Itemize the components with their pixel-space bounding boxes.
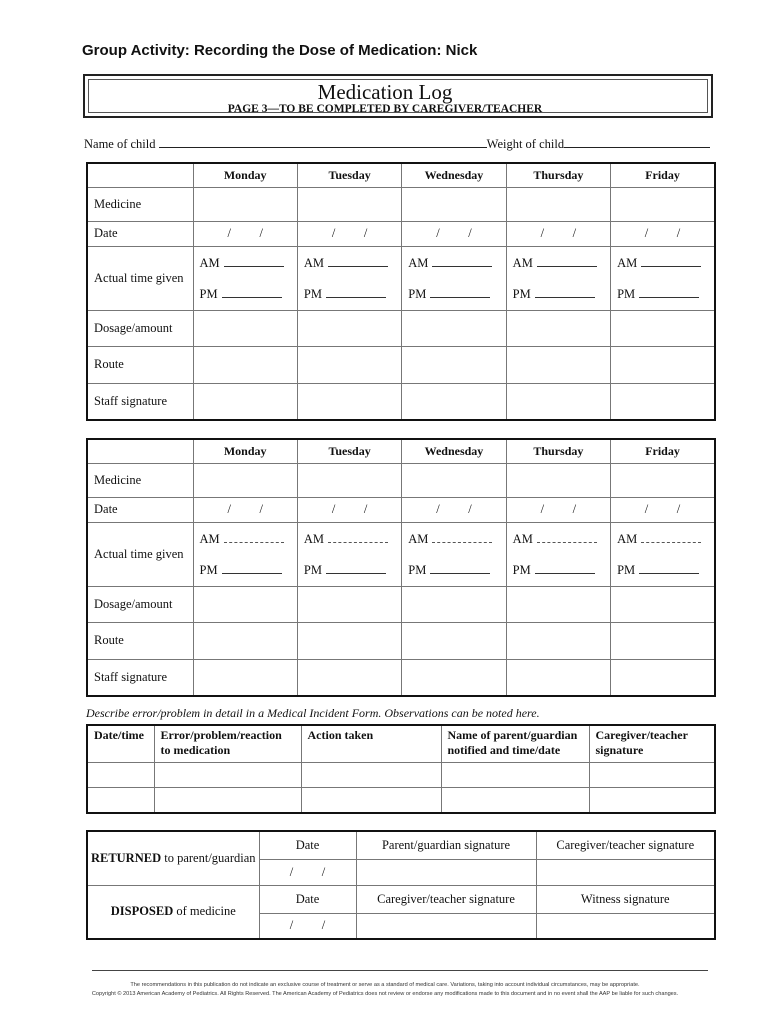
- error-problem-table: [86, 724, 716, 814]
- medicine-label: Medicine: [87, 187, 193, 221]
- staff-signature-cell[interactable]: [193, 383, 297, 420]
- weight-of-child-label: Weight of child: [486, 137, 565, 151]
- returned-label: RETURNED to parent/guardian: [87, 831, 259, 885]
- group-activity-title: Group Activity: Recording the Dose of Medication: Nick: [82, 42, 478, 59]
- am-time-field[interactable]: AM: [297, 522, 401, 556]
- returned-date-field[interactable]: / /: [259, 859, 356, 885]
- day-header-friday: Friday: [611, 439, 715, 463]
- pm-time-field[interactable]: PM: [611, 556, 715, 586]
- dosage-label: Dosage/amount: [87, 586, 193, 622]
- date-cell[interactable]: / /: [611, 221, 715, 246]
- returned-caregiver-signature-header: Caregiver/teacher signature: [536, 831, 715, 859]
- date-cell[interactable]: / /: [297, 497, 401, 522]
- staff-signature-cell[interactable]: [297, 383, 401, 420]
- am-time-field[interactable]: AM: [611, 246, 715, 280]
- disposed-witness-signature-header: Witness signature: [536, 885, 715, 913]
- route-cell[interactable]: [402, 622, 506, 659]
- medicine-cell[interactable]: [193, 463, 297, 497]
- actual-time-given-label: Actual time given: [87, 246, 193, 310]
- table-cell[interactable]: [154, 763, 301, 788]
- disposed-date-header: Date: [259, 885, 356, 913]
- dosage-cell[interactable]: [506, 310, 610, 346]
- date-cell[interactable]: / /: [506, 497, 610, 522]
- staff-signature-cell[interactable]: [611, 659, 715, 696]
- table-cell[interactable]: [589, 788, 715, 814]
- dosage-cell[interactable]: [402, 586, 506, 622]
- dosage-cell[interactable]: [611, 586, 715, 622]
- day-header-tuesday: Tuesday: [297, 163, 401, 187]
- returned-disposed-table: [86, 830, 716, 940]
- corner-cell: [87, 163, 193, 187]
- page-title: Medication Log: [317, 80, 453, 104]
- disposed-witness-signature-field[interactable]: [536, 913, 715, 939]
- am-time-field[interactable]: AM: [402, 246, 506, 280]
- medicine-cell[interactable]: [611, 187, 715, 221]
- staff-signature-cell[interactable]: [402, 659, 506, 696]
- header-error-problem: Error/problem/reaction to medication: [154, 725, 301, 763]
- route-cell[interactable]: [193, 622, 297, 659]
- medicine-cell[interactable]: [402, 463, 506, 497]
- returned-parent-signature-header: Parent/guardian signature: [356, 831, 536, 859]
- date-cell[interactable]: / /: [193, 221, 297, 246]
- route-label: Route: [87, 346, 193, 383]
- pm-time-field[interactable]: PM: [402, 556, 506, 586]
- footer-divider: [92, 970, 708, 971]
- medicine-cell[interactable]: [506, 463, 610, 497]
- route-cell[interactable]: [297, 622, 401, 659]
- date-label: Date: [87, 221, 193, 246]
- dosage-cell[interactable]: [402, 310, 506, 346]
- date-cell[interactable]: / /: [402, 497, 506, 522]
- staff-signature-cell[interactable]: [506, 383, 610, 420]
- medicine-cell[interactable]: [611, 463, 715, 497]
- returned-parent-signature-field[interactable]: [356, 859, 536, 885]
- staff-signature-cell[interactable]: [611, 383, 715, 420]
- am-time-field[interactable]: AM: [193, 522, 297, 556]
- table-cell[interactable]: [441, 788, 589, 814]
- page-subtitle: PAGE 3—TO BE COMPLETED BY CAREGIVER/TEACHER: [227, 103, 543, 115]
- header-caregiver-signature: Caregiver/teacher signature: [589, 725, 715, 763]
- returned-caregiver-signature-field[interactable]: [536, 859, 715, 885]
- route-cell[interactable]: [297, 346, 401, 383]
- am-time-field[interactable]: AM: [611, 522, 715, 556]
- footer-disclaimer: The recommendations in this publication do not indicate an exclusive course of treatment or serve as a standard of medical care. Variations, taking into account individual circumstances, may be appropriate.: [130, 982, 640, 988]
- dosage-label: Dosage/amount: [87, 310, 193, 346]
- pm-time-field[interactable]: PM: [402, 280, 506, 310]
- weight-of-child-field[interactable]: [564, 147, 710, 148]
- footer-copyright: Copyright © 2013 American Academy of Pediatrics. All Rights Reserved. The American Academy of Pediatrics does not review or endorse any modifications made to this document and in no event shall the AAP be liable for such changes.: [91, 991, 679, 997]
- medication-log-week-2: [86, 438, 716, 697]
- pm-time-field[interactable]: PM: [506, 280, 610, 310]
- medicine-cell[interactable]: [297, 463, 401, 497]
- name-of-child-label: Name of child: [84, 137, 156, 151]
- date-cell[interactable]: / /: [297, 221, 401, 246]
- pm-time-field[interactable]: PM: [297, 556, 401, 586]
- table-cell[interactable]: [154, 788, 301, 814]
- day-header-thursday: Thursday: [506, 439, 610, 463]
- day-header-monday: Monday: [193, 163, 297, 187]
- table-cell[interactable]: [589, 763, 715, 788]
- table-cell[interactable]: [301, 763, 441, 788]
- incident-note: Describe error/problem in detail in a Medical Incident Form. Observations can be noted here.: [86, 706, 540, 720]
- dosage-cell[interactable]: [193, 586, 297, 622]
- disposed-caregiver-signature-field[interactable]: [356, 913, 536, 939]
- date-cell[interactable]: / /: [506, 221, 610, 246]
- date-cell[interactable]: / /: [402, 221, 506, 246]
- route-label: Route: [87, 622, 193, 659]
- staff-signature-cell[interactable]: [297, 659, 401, 696]
- header-action-taken: Action taken: [301, 725, 441, 763]
- dosage-cell[interactable]: [193, 310, 297, 346]
- am-time-field[interactable]: AM: [506, 246, 610, 280]
- medicine-label: Medicine: [87, 463, 193, 497]
- medicine-cell[interactable]: [506, 187, 610, 221]
- staff-signature-label: Staff signature: [87, 659, 193, 696]
- day-header-wednesday: Wednesday: [402, 439, 506, 463]
- day-header-wednesday: Wednesday: [402, 163, 506, 187]
- medicine-cell[interactable]: [193, 187, 297, 221]
- pm-time-field[interactable]: PM: [297, 280, 401, 310]
- medicine-cell[interactable]: [297, 187, 401, 221]
- route-cell[interactable]: [402, 346, 506, 383]
- am-time-field[interactable]: AM: [402, 522, 506, 556]
- date-label: Date: [87, 497, 193, 522]
- route-cell[interactable]: [193, 346, 297, 383]
- disposed-label: DISPOSED of medicine: [87, 885, 259, 939]
- date-cell[interactable]: / /: [611, 497, 715, 522]
- medication-log-week-1: [86, 162, 716, 421]
- pm-time-field[interactable]: PM: [193, 280, 297, 310]
- route-cell[interactable]: [611, 622, 715, 659]
- name-of-child-field[interactable]: [159, 147, 487, 148]
- table-cell[interactable]: [87, 763, 154, 788]
- dosage-cell[interactable]: [611, 310, 715, 346]
- day-header-thursday: Thursday: [506, 163, 610, 187]
- staff-signature-label: Staff signature: [87, 383, 193, 420]
- route-cell[interactable]: [506, 346, 610, 383]
- pm-time-field[interactable]: PM: [506, 556, 610, 586]
- am-time-field[interactable]: AM: [506, 522, 610, 556]
- day-header-monday: Monday: [193, 439, 297, 463]
- route-cell[interactable]: [611, 346, 715, 383]
- staff-signature-cell[interactable]: [193, 659, 297, 696]
- returned-date-header: Date: [259, 831, 356, 859]
- child-info-line: [84, 137, 714, 152]
- disposed-caregiver-signature-header: Caregiver/teacher signature: [356, 885, 536, 913]
- actual-time-given-label: Actual time given: [87, 522, 193, 586]
- disposed-date-field[interactable]: / /: [259, 913, 356, 939]
- header-date-time: Date/time: [87, 725, 154, 763]
- route-cell[interactable]: [506, 622, 610, 659]
- header-parent-notified: Name of parent/guardian notified and time/date: [441, 725, 589, 763]
- am-time-field[interactable]: AM: [297, 246, 401, 280]
- day-header-friday: Friday: [611, 163, 715, 187]
- table-cell[interactable]: [87, 788, 154, 814]
- corner-cell: [87, 439, 193, 463]
- staff-signature-cell[interactable]: [506, 659, 610, 696]
- date-cell[interactable]: / /: [193, 497, 297, 522]
- pm-time-field[interactable]: PM: [193, 556, 297, 586]
- dosage-cell[interactable]: [297, 586, 401, 622]
- day-header-tuesday: Tuesday: [297, 439, 401, 463]
- table-cell[interactable]: [441, 763, 589, 788]
- dosage-cell[interactable]: [506, 586, 610, 622]
- am-time-field[interactable]: AM: [193, 246, 297, 280]
- pm-time-field[interactable]: PM: [611, 280, 715, 310]
- staff-signature-cell[interactable]: [402, 383, 506, 420]
- medicine-cell[interactable]: [402, 187, 506, 221]
- table-cell[interactable]: [301, 788, 441, 814]
- dosage-cell[interactable]: [297, 310, 401, 346]
